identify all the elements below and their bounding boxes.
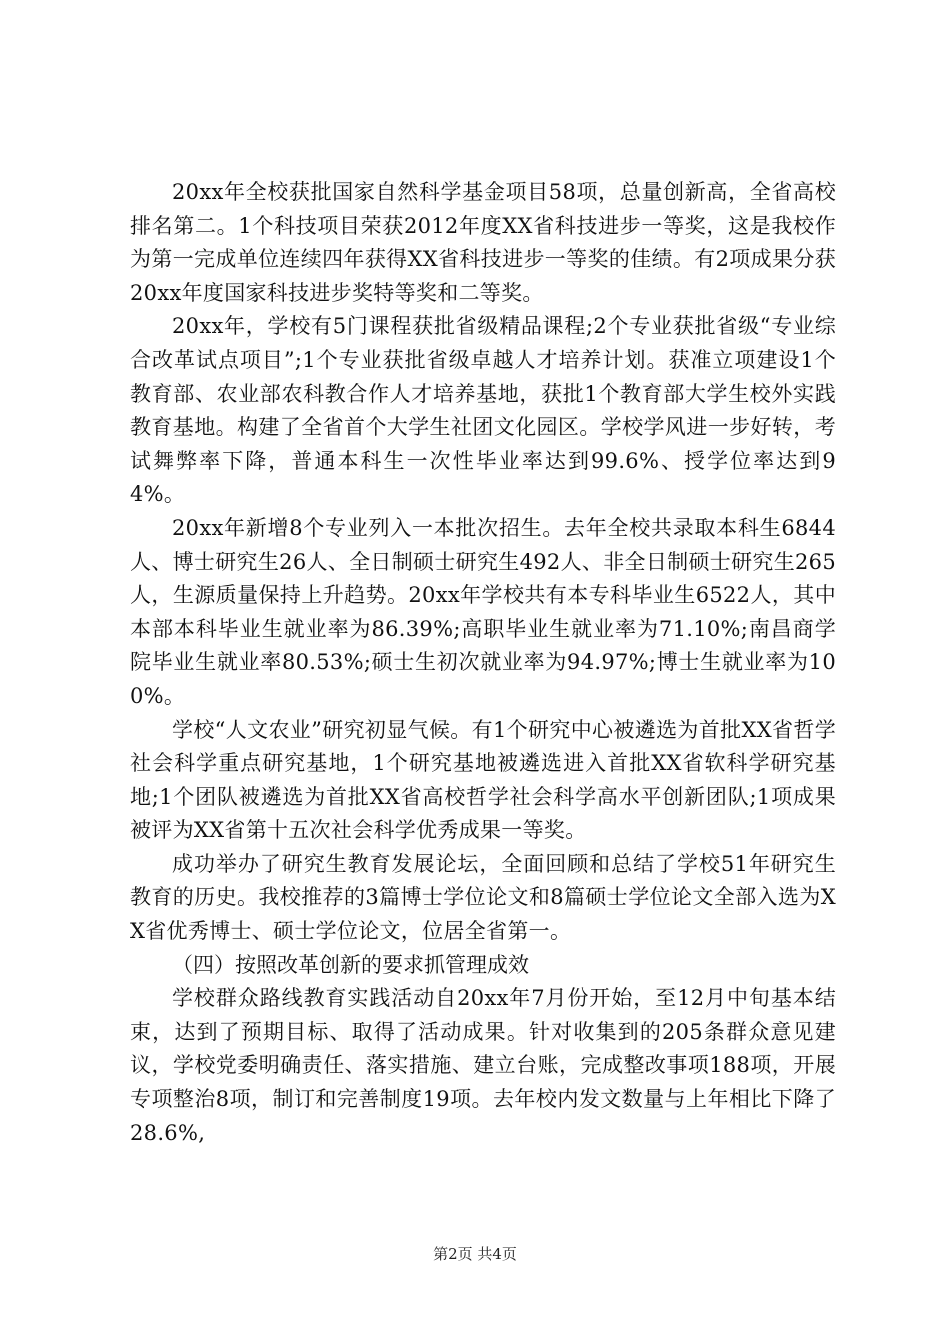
section-heading: （四）按照改革创新的要求抓管理成效 bbox=[172, 952, 529, 977]
paragraph-courses: 20xx年，学校有5门课程获批省级精品课程;2个专业获批省级“专业综合改革试点项目”;1个专业获批省级卓越人才培养计划。获准立项建设1个教育部、农业部农科教合作人才培养基地，获批1个教育部大学生校外实践教育基地。构建了全省首个大学生社团文化园区。学校学风进一步好转，考试舞弊率下降，普通本科生一次性毕业率达到99.6%、授学位率达到94%。 bbox=[130, 314, 836, 507]
document-body bbox=[130, 176, 836, 1150]
paragraph-management: 学校群众路线教育实践活动自20xx年7月份开始，至12月中旬基本结束，达到了预期目标、取得了活动成果。针对收集到的205条群众意见建议，学校党委明确责任、落实措施、建立台账，完成整改事项188项，开展专项整治8项，制订和完善制度19项。去年校内发文数量与上年相比下降了28.6%, bbox=[130, 986, 836, 1145]
page-footer: 第2页 共4页 bbox=[433, 1245, 517, 1263]
paragraph-enrollment: 20xx年新增8个专业列入一本批次招生。去年全校共录取本科生6844人、博士研究生26人、全日制硕士研究生492人、非全日制硕士研究生265人，生源质量保持上升趋势。20xx年学校共有本专科毕业生6522人，其中本部本科毕业生就业率为86.39%;高职毕业生就业率为71.10%;南昌商学院毕业生就业率80.53%;硕士生初次就业率为94.97%;博士生就业率为100%。 bbox=[130, 515, 836, 708]
paragraph-humanities: 学校“人文农业”研究初显气候。有1个研究中心被遴选为首批XX省哲学社会科学重点研究基地，1个研究基地被遴选进入首批XX省软科学研究基地;1个团队被遴选为首批XX省高校哲学社会科学高水平创新团队;1项成果被评为XX省第十五次社会科学优秀成果一等奖。 bbox=[130, 717, 836, 843]
paragraph-graduate-forum: 成功举办了研究生教育发展论坛，全面回顾和总结了学校51年研究生教育的历史。我校推荐的3篇博士学位论文和8篇硕士学位论文全部入选为XX省优秀博士、硕士学位论文，位居全省第一。 bbox=[130, 851, 836, 944]
paragraph-research-funding: 20xx年全校获批国家自然科学基金项目58项，总量创新高，全省高校排名第二。1个科技项目荣获2012年度XX省科技进步一等奖，这是我校作为第一完成单位连续四年获得XX省科技进步一等奖的佳绩。有2项成果分获20xx年度国家科技进步奖特等奖和二等奖。 bbox=[130, 180, 836, 305]
